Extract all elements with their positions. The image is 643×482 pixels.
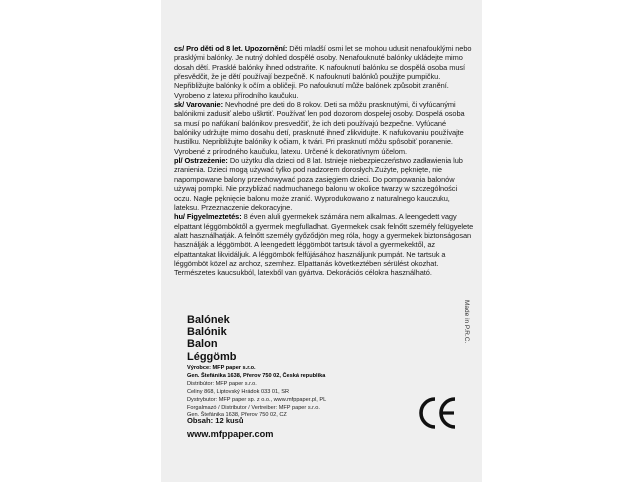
producer-line-5: Dystrybutor: MFP paper sp. z o.o., www.mfppaper.pl, PL	[187, 396, 327, 403]
warning-sk-text: Nevhodné pre deti do 8 rokov. Deti sa môžu prasknutými, či vyfúcanými balónikmi zadusiť alebo uškrtiť. Používať len pod dozorom dospelej osoby. Dospelá osoba sa musí po nafúkaní balónikov presvedčiť, že ich deti používajú bezpečne. Vyfúcané balóniky udržujte mimo dosahu detí, prasknuté ihneď zlikvidujte. K nafukovaniu používajte hustilku. Nepribližujte balóniky k očiam, k tvári. Pri prasknutí môžu spôsobiť poranenie. Vyrobené z prírodného kaučuku, latexu. Určené k dekoratívnym účelom.	[174, 100, 465, 156]
warning-footer: Természetes kaucsukból, latexből van gyártva. Dekorációs célokra használható.	[174, 268, 432, 278]
warning-text-block	[174, 44, 474, 278]
warning-hu-text: 8 éven aluli gyermekek számára nem alkalmas. A leengedett vagy elpattant léggömböktől a gyermek megfulladhat. Gyermekek csak felnőtt személy felügyelete alatt használhatják. A felnőtt személy győződjön meg róla, hogy a gyermekek biztonságosan használják a léggömböt. A leengedett léggömböt tartsuk távol a gyermekektől, az elpattantakat likvidáljuk. A léggömbök felfújásához használjunk pumpát. Ne tartsuk a léggömböt közel az archoz, szemhez. Elpattanás következtében sérülést okozhat.	[174, 212, 474, 268]
product-name-hu: Léggömb	[187, 350, 237, 363]
producer-line-4: Celiny 868, Liptovský Hrádok 033 01, SR	[187, 388, 289, 395]
warning-sk-label: sk/ Varovanie:	[174, 100, 224, 110]
warning-cs-text: Děti mladší osmi let se mohou udusit nenafouklými nebo prasklými balónky. Je nutný dohled dospělé osoby. Nenafouknuté balónky ukládejte mimo dosah dětí. Prasklé balónky ihned odstraňte. K nafouknutí balónku se dospělá osoba musí přesvědčit, že je dětí používají bezpečně. K nafouknutí balónků použijte pumpičku. Nepřibližujte balónky k očím a obličeji. Po nafouknutí může balónek způsobit zranění. Vyrobeno z latexu přírodního kaučuku.	[174, 44, 472, 100]
made-in-label: Made in P.R.C.	[463, 300, 470, 344]
product-name-pl: Balon	[187, 338, 218, 351]
producer-line-1: Výrobce: MFP paper s.r.o.	[187, 365, 256, 371]
warning-hu	[174, 212, 474, 268]
website-url: www.mfppaper.com	[187, 429, 274, 439]
producer-line-2: Gen. Štefánika 1638, Přerov 750 02, Česká republika	[187, 372, 326, 379]
producer-line-7: Gen. Štefánika 1638, Přerov 750 02, CZ	[187, 412, 287, 419]
warning-cs	[174, 44, 474, 100]
product-name-sk: Balónik	[187, 326, 227, 339]
warning-pl-text: Do użytku dla dzieci od 8 lat. Istnieje niebezpieczeństwo zadławienia lub zranienia. Dzieci mogą używać tylko pod nadzorem dorosłych.Zużyte, pęknięte, nie napompowane balony przechowywać poza zasięgiem dzieci. Do pompowania balonów używaj pompki. Nie przybliżać nadmuchanego balonu w okolice twarzy w szczególności oczu. Nagłe pęknięcie balonu może zranić. Wyprodukowano z naturalnego kauczuku, lateksu. Przeznaczenie dekoracyjne.	[174, 156, 463, 212]
warning-hu-label: hu/ Figyelmeztetés:	[174, 212, 242, 222]
warning-pl	[174, 156, 474, 212]
warning-cs-label: cs/ Pro děti od 8 let. Upozornění:	[174, 44, 288, 53]
warning-sk	[174, 100, 474, 156]
producer-line-6: Forgalmazó / Distributor / Vertreiber: MFP paper s.r.o.	[187, 404, 320, 411]
content-count: Obsah: 12 kusů	[187, 416, 244, 425]
warning-pl-label: pl/ Ostrzeżenie:	[174, 156, 228, 166]
producer-line-3: Distribútor: MFP paper s.r.o.	[187, 380, 257, 387]
ce-mark-icon	[417, 393, 459, 433]
product-name-cs: Balónek	[187, 314, 230, 326]
product-names	[187, 314, 237, 363]
producer-info	[187, 365, 326, 420]
